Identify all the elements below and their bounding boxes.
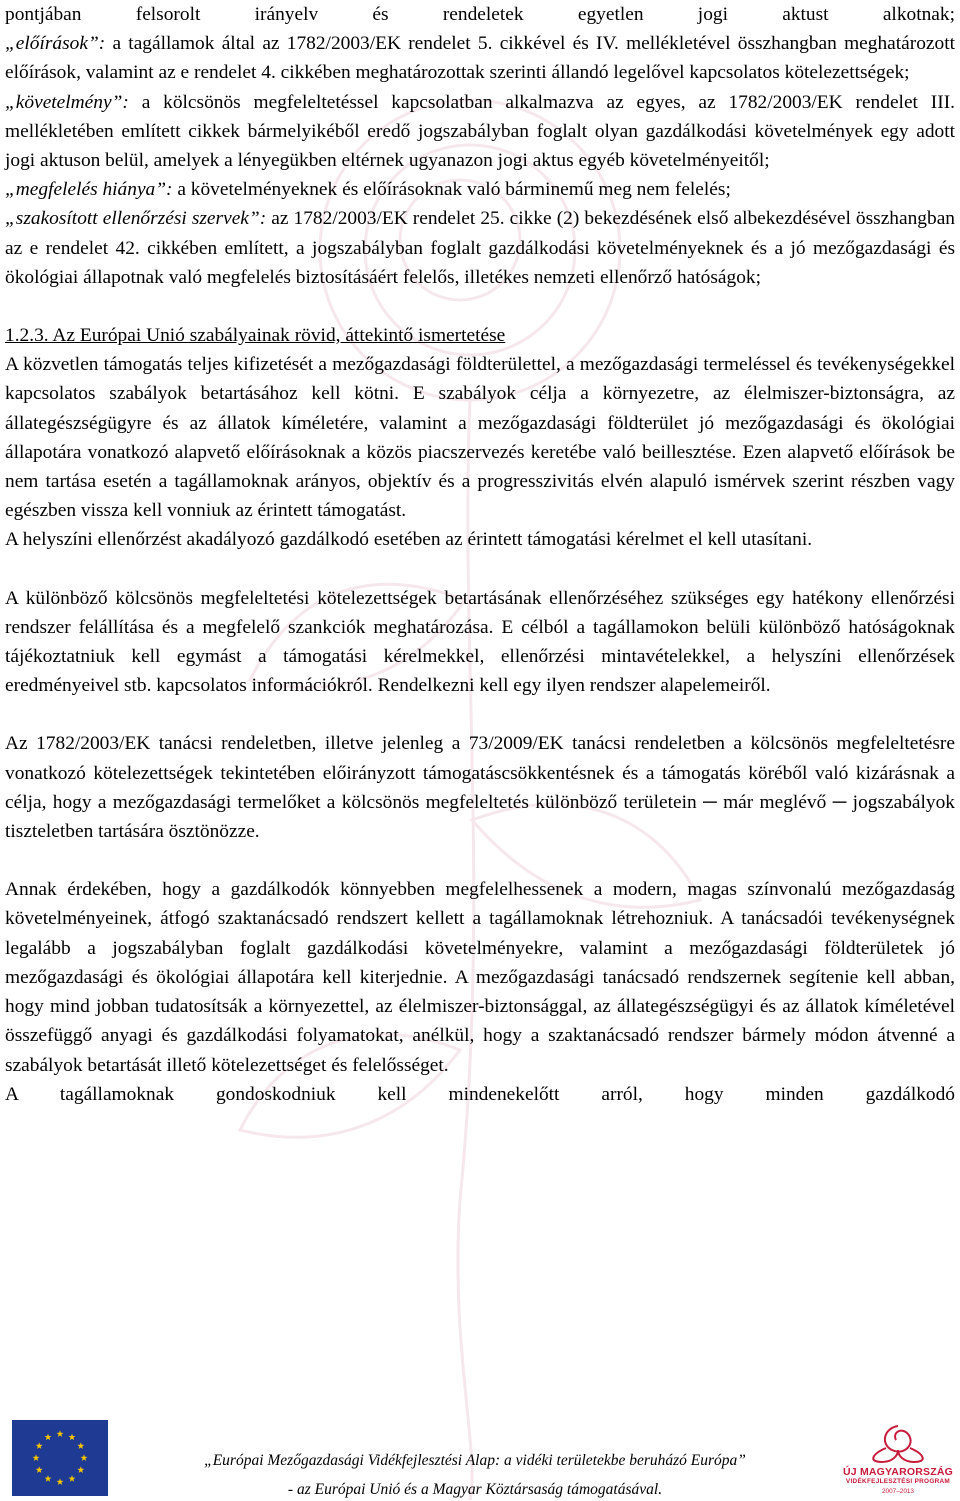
definition-megfeleles-hianya — [5, 175, 955, 204]
definition-text: az 1782/2003/EK rendelet 25. cikke (2) bekezdésének első albekezdésével összhangban az e rendelet 42. cikkében említett, a jogszabályban foglalt gazdálkodási követelményeknek és a jó mezőgazdasági és ökológiai állapotnak való megfelelés biztosításáért felelős, illetékes nemzeti ellenőrző hatóságok; — [5, 208, 955, 288]
definition-term: „előírások”: — [5, 33, 106, 55]
definition-text: a kölcsönös megfeleltetéssel kapcsolatban alkalmazva az egyes, az 1782/2003/EK rendelet III. mellékletében említett cikkek bármelyikéből eredő jogszabályban foglalt olyan gazdálkodási követelmények egy adott jogi aktuson belül, amelyek a lényegükben eltérnek ugyanazon jogi aktus egyéb követelményeitől; — [5, 91, 955, 172]
footer-slogan: „Európai Mezőgazdasági Vidékfejlesztési Alap: a vidéki területekbe beruházó Európa” — [204, 1452, 746, 1469]
definition-elöirasok — [5, 29, 955, 87]
section-heading: 1.2.3. Az Európai Unió szabályainak rövid, áttekintő ismertetése — [5, 325, 506, 347]
paragraph: pontjában felsorolt irányelv és rendeletek egyetlen jogi aktust alkotnak; — [5, 4, 955, 25]
paragraph: A különböző kölcsönös megfeleltetési kötelezettségek betartásának ellenőrzéséhez szükséges egy hatékony ellenőrzési rendszer felállítása és a megfelelő szankciók meghatározása. E célból a tagállamokon belüli különböző hatóságoknak tájékoztatniuk kell egymást a támogatási kérelmekkel, ellenőrzési mintavételekkel, a helyszíni ellenőrzések eredményeivel stb. kapcsolatos információkról. Rendelkezni kell egy ilyen rendszer alapelemeiről. — [5, 587, 955, 697]
definition-term: „megfelelés hiánya”: — [5, 179, 173, 201]
footer-support-note: - az Európai Unió és a Magyar Köztársaság támogatásával. — [287, 1481, 663, 1498]
logo-subtitle: VIDÉKFEJLESZTÉSI PROGRAM — [845, 1478, 951, 1485]
definition-term: „szakosított ellenőrzési szervek”: — [5, 208, 267, 230]
page-footer — [0, 1418, 960, 1501]
paragraph: A közvetlen támogatás teljes kifizetését a mezőgazdasági földterülettel, a mezőgazdasági termeléssel és tevékenységekkel kapcsolatos szabályok betartásához kell kötni. E szabályok célja a környezetre, az élelmiszer-biztonságra, az állategészségügyre és az állatok kíméletére, valamint a mezőgazdasági földterület jó mezőgazdasági és ökológiai állapotára vonatkozó alapvető előírásoknak a közös piacszervezés keretébe való beillesztése. Ezen alapvető előírások be nem tartása esetén a tagállamoknak arányos, objektív és a progresszivitás elvén alapuló ismérvek szerint részben vagy egészben vissza kell vonniuk az érintett támogatást. — [5, 354, 955, 522]
logo-title: ÚJ MAGYARORSZÁG — [843, 1466, 953, 1478]
paragraph: A tagállamoknak gondoskodniuk kell mindenekelőtt arról, hogy minden gazdálkodó — [5, 1083, 955, 1105]
paragraph: Annak érdekében, hogy a gazdálkodók könnyebben megfelelhessenek a modern, magas színvonalú mezőgazdaság követelményeinek, átfogó szaktanácsadó rendszert kellett a tagállamoknak létrehozniuk. A tanácsadói tevékenységnek legalább a jogszabályban foglalt gazdálkodási követelményekre, valamint a mezőgazdasági földterületek jó mezőgazdasági és ökológiai állapotára kell kiterjednie. A mezőgazdasági tanácsadó rendszernek segítenie kell abban, hogy mind jobban tudatosítsák a környezettel, az élelmiszer-biztonsággal, az állategészségügyi és az állatok kíméletével összefüggő anyagi és gazdálkodási folyamatokat, anélkül, hogy a szaktanácsadó rendszer bármely módon átvenné a szabályok betartását illető kötelezettséget és felelősséget. — [5, 879, 955, 1076]
logo-years: 2007–2013 — [882, 1488, 914, 1495]
definition-text: a tagállamok által az 1782/2003/EK rendelet 5. cikkével és IV. mellékletével összhangban meghatározott előírások, valamint az e rendelet 4. cikkében meghatározottak szerinti állandó legelővel kapcsolatos kötelezettségek; — [5, 33, 955, 84]
definition-term: „követelmény”: — [5, 91, 129, 113]
definition-szakositott-ellenorzesi-szervek — [5, 204, 955, 292]
document-page — [5, 0, 955, 1109]
paragraph: Az 1782/2003/EK tanácsi rendeletben, illetve jelenleg a 73/2009/EK tanácsi rendeletben a kölcsönös megfeleltetésre vonatkozó kötelezettségek tekintetében előirányzott támogatáscsökkentésnek és a támogatás köréből való kizárásnak a célja, hogy a mezőgazdasági termelőket a kölcsönös megfeleltetés különböző területein ─ már meglévő ─ jogszabályok tiszteletben tartására ösztönözze. — [5, 733, 955, 843]
uj-magyarorszag-logo — [842, 1418, 954, 1500]
definition-kovetelmeny — [5, 88, 955, 176]
paragraph: A helyszíni ellenőrzést akadályozó gazdálkodó esetében az érintett támogatási kérelmet el kell utasítani. — [5, 529, 813, 551]
rose-logo-icon — [842, 1418, 954, 1466]
definition-text: a követelményeknek és előírásoknak való bárminemű meg nem felelés; — [172, 179, 731, 201]
eu-flag-logo — [12, 1420, 108, 1496]
